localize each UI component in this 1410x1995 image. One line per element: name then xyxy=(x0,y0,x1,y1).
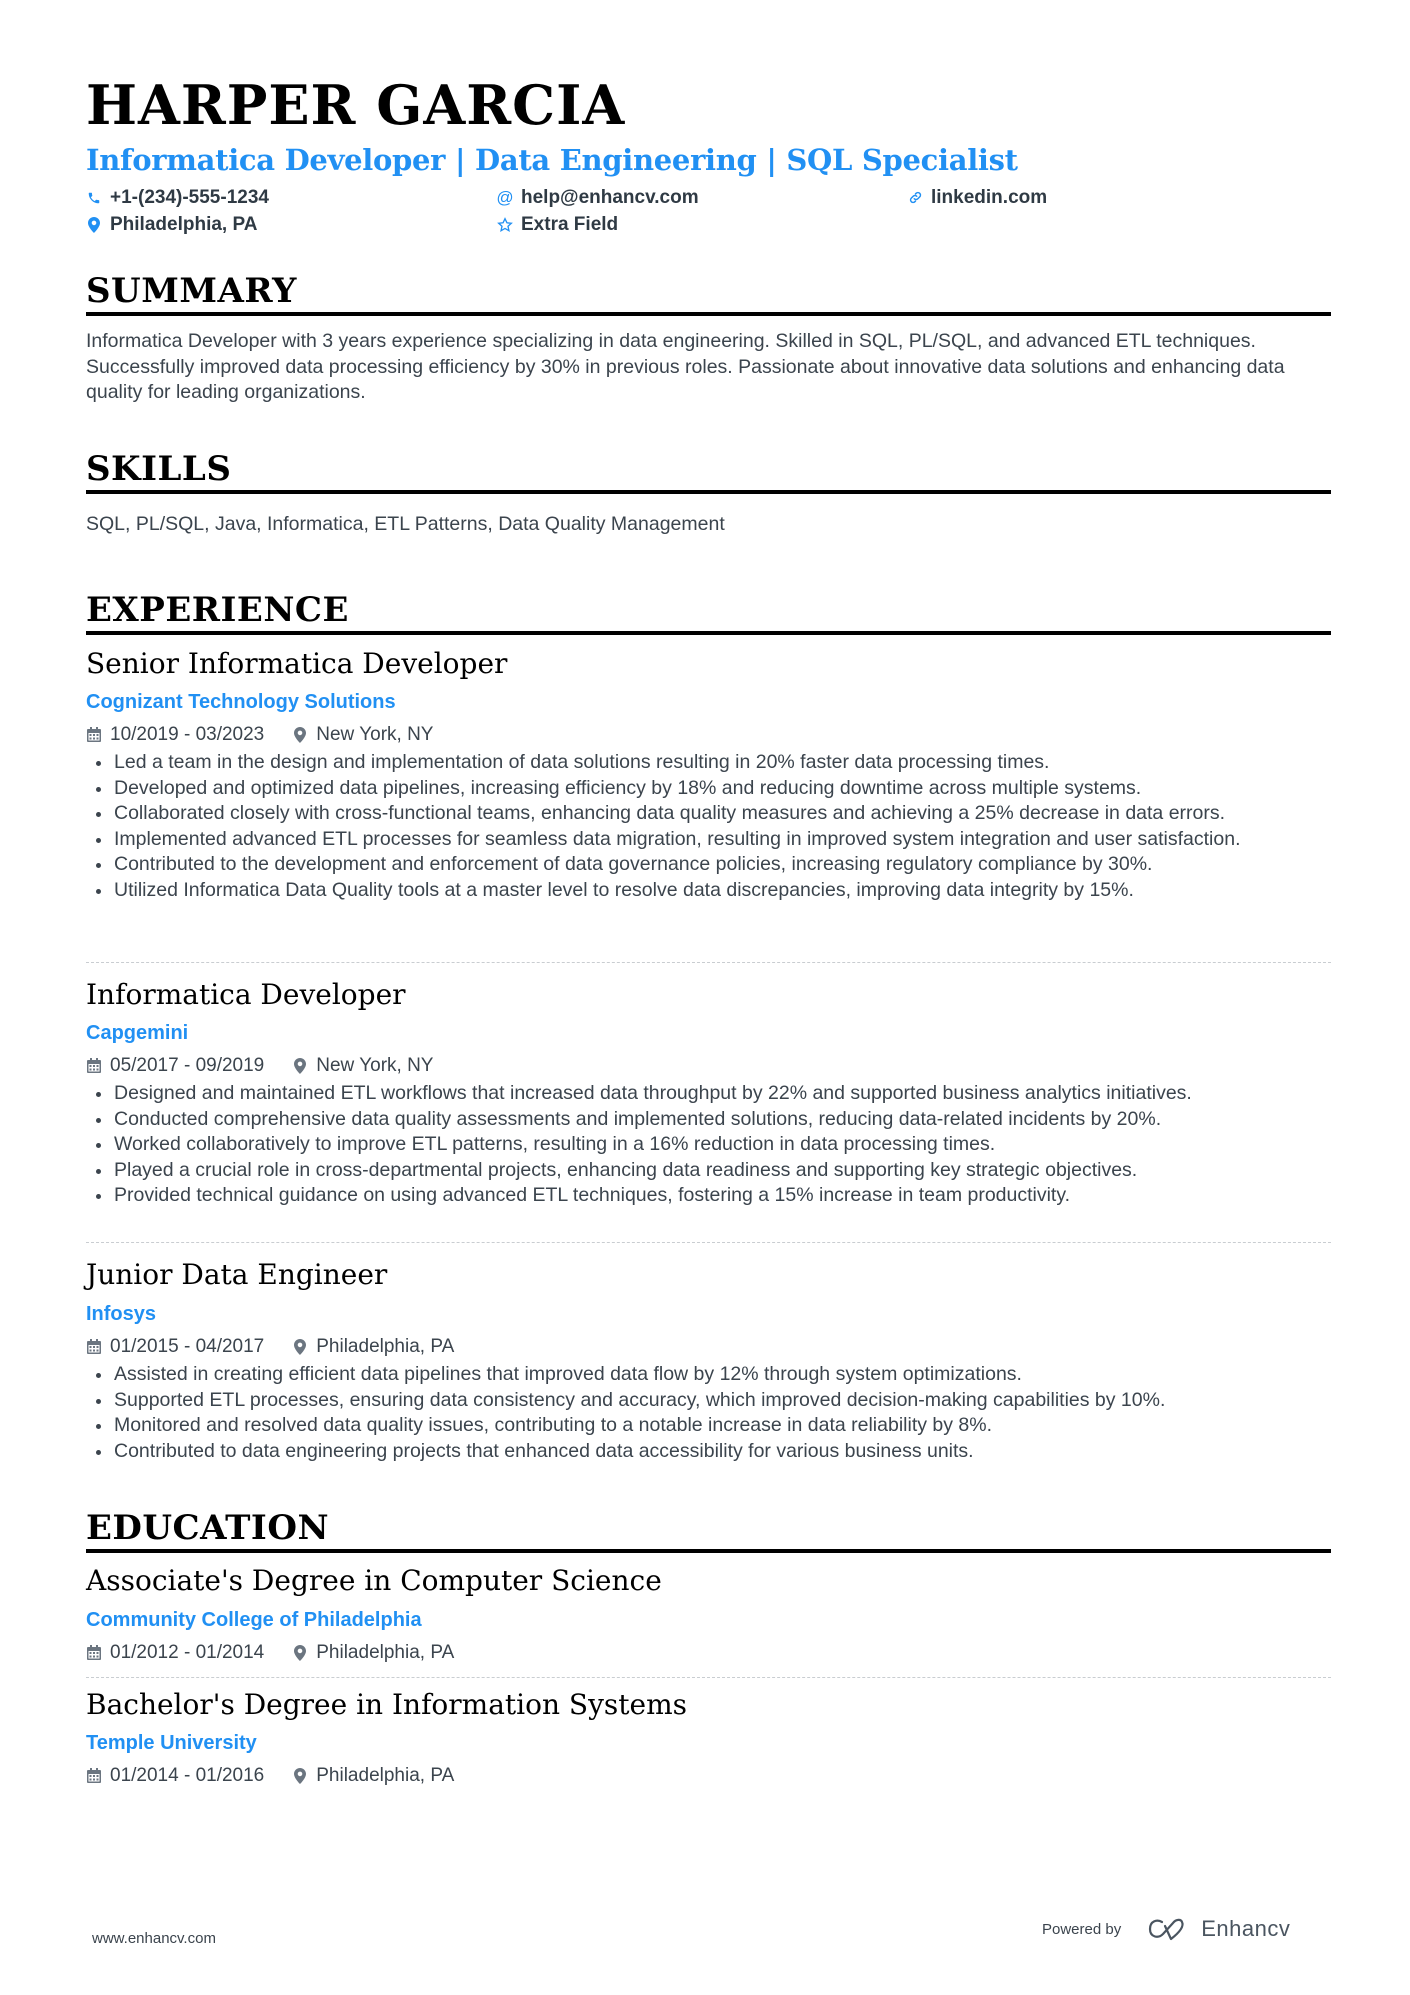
job-location: Philadelphia, PA xyxy=(316,1336,455,1357)
contact-phone xyxy=(86,188,269,207)
education-dates: 01/2014 - 01/2016 xyxy=(110,1765,265,1786)
education-meta xyxy=(86,1643,454,1662)
contact-location xyxy=(86,215,257,234)
bullet-item: Conducted comprehensive data quality assessments and implemented solutions, reducing data-related incidents by 20%. xyxy=(86,1107,1331,1133)
summary-text: Informatica Developer with 3 years experience specializing in data engineering. Skilled in SQL, PL/SQL, and advanced ETL techniques. Successfully improved data processing efficiency by 30% in previous roles. Passionate about innovative data solutions and enhancing data quality for leading organizations. xyxy=(86,330,1285,403)
bullet-item: Implemented advanced ETL processes for seamless data migration, resulting in improved system integration and user satisfaction. xyxy=(86,827,1331,853)
education-degree: Associate's Degree in Computer Science xyxy=(86,1564,662,1597)
link-value[interactable]: linkedin.com xyxy=(931,187,1048,208)
bullet-item: Collaborated closely with cross-functional teams, enhancing data quality measures and achieving a 25% decrease in data errors. xyxy=(86,801,1331,827)
job-role: Junior Data Engineer xyxy=(86,1258,388,1291)
location-pin-icon xyxy=(86,217,102,233)
bullet-item: Led a team in the design and implementation of data solutions resulting in 20% faster data processing times. xyxy=(86,750,1331,776)
job-meta xyxy=(86,1337,454,1356)
calendar-icon xyxy=(86,727,102,743)
email-value: help@enhancv.com xyxy=(521,187,699,208)
job-bullets xyxy=(86,1362,1331,1464)
bullet-item: Worked collaboratively to improve ETL patterns, resulting in a 16% reduction in data processing times. xyxy=(86,1132,1331,1158)
bullet-item: Played a crucial role in cross-departmental projects, enhancing data readiness and supporting key strategic objectives. xyxy=(86,1158,1331,1184)
section-divider xyxy=(86,312,1331,316)
location-pin-icon xyxy=(292,1339,308,1355)
job-bullets xyxy=(86,1081,1331,1209)
location-pin-icon xyxy=(292,1645,308,1661)
job-location: New York, NY xyxy=(316,724,434,745)
powered-by-label: Powered by xyxy=(1042,1920,1122,1938)
entry-divider xyxy=(86,1242,1331,1243)
phone-icon xyxy=(86,190,102,206)
candidate-name: HARPER GARCIA xyxy=(86,73,626,137)
education-location: Philadelphia, PA xyxy=(316,1765,455,1786)
job-dates: 05/2017 - 09/2019 xyxy=(110,1055,265,1076)
contact-email xyxy=(497,188,699,207)
contact-extra xyxy=(497,215,618,234)
location-value: Philadelphia, PA xyxy=(110,214,258,235)
star-icon xyxy=(497,217,513,233)
bullet-item: Supported ETL processes, ensuring data consistency and accuracy, which improved decision-making capabilities by 10%. xyxy=(86,1388,1331,1414)
skills-text: SQL, PL/SQL, Java, Informatica, ETL Patterns, Data Quality Management xyxy=(86,513,725,535)
bullet-item: Contributed to data engineering projects that enhanced data accessibility for various business units. xyxy=(86,1439,1331,1465)
contact-link xyxy=(907,188,1047,207)
calendar-icon xyxy=(86,1645,102,1661)
footer-powered-by xyxy=(1042,1916,1290,1942)
education-dates: 01/2012 - 01/2014 xyxy=(110,1642,265,1663)
location-pin-icon xyxy=(292,1768,308,1784)
job-company[interactable]: Infosys xyxy=(86,1303,157,1325)
job-dates: 01/2015 - 04/2017 xyxy=(110,1336,265,1357)
bullet-item: Designed and maintained ETL workflows that increased data throughput by 22% and supported business analytics initiatives. xyxy=(86,1081,1331,1107)
location-pin-icon xyxy=(292,727,308,743)
location-pin-icon xyxy=(292,1058,308,1074)
calendar-icon xyxy=(86,1768,102,1784)
job-role: Senior Informatica Developer xyxy=(86,647,508,680)
job-company[interactable]: Cognizant Technology Solutions xyxy=(86,691,396,713)
at-icon: @ xyxy=(496,188,514,207)
section-title-summary: SUMMARY xyxy=(86,271,297,311)
section-title-experience: EXPERIENCE xyxy=(86,590,349,630)
section-title-education: EDUCATION xyxy=(86,1508,330,1548)
job-role: Informatica Developer xyxy=(86,978,406,1011)
footer-website[interactable]: www.enhancv.com xyxy=(92,1930,216,1947)
entry-divider xyxy=(86,962,1331,963)
candidate-title: Informatica Developer | Data Engineering | SQL Specialist xyxy=(86,143,1018,177)
job-meta xyxy=(86,725,433,744)
entry-divider xyxy=(86,1677,1331,1678)
job-meta xyxy=(86,1056,433,1075)
job-bullets xyxy=(86,750,1331,903)
section-divider xyxy=(86,1549,1331,1553)
section-title-skills: SKILLS xyxy=(86,449,232,489)
calendar-icon xyxy=(86,1339,102,1355)
education-degree: Bachelor's Degree in Information Systems xyxy=(86,1688,688,1721)
bullet-item: Monitored and resolved data quality issues, contributing to a notable increase in data reliability by 8%. xyxy=(86,1413,1331,1439)
education-school[interactable]: Temple University xyxy=(86,1732,257,1754)
job-dates: 10/2019 - 03/2023 xyxy=(110,724,265,745)
education-meta xyxy=(86,1766,454,1785)
job-location: New York, NY xyxy=(316,1055,434,1076)
bullet-item: Developed and optimized data pipelines, increasing efficiency by 18% and reducing downtime across multiple systems. xyxy=(86,776,1331,802)
education-school[interactable]: Community College of Philadelphia xyxy=(86,1609,422,1631)
enhancv-logo-icon xyxy=(1147,1916,1193,1942)
link-icon xyxy=(907,190,923,206)
phone-value: +1-(234)-555-1234 xyxy=(110,187,269,208)
bullet-item: Contributed to the development and enforcement of data governance policies, increasing regulatory compliance by 30%. xyxy=(86,852,1331,878)
section-divider xyxy=(86,631,1331,635)
bullet-item: Provided technical guidance on using advanced ETL techniques, fostering a 15% increase in team productivity. xyxy=(86,1183,1331,1209)
extra-value: Extra Field xyxy=(521,214,619,235)
calendar-icon xyxy=(86,1058,102,1074)
education-location: Philadelphia, PA xyxy=(316,1642,455,1663)
bullet-item: Assisted in creating efficient data pipelines that improved data flow by 12% through system optimizations. xyxy=(86,1362,1331,1388)
section-divider xyxy=(86,490,1331,494)
brand-name[interactable]: Enhancv xyxy=(1201,1916,1291,1941)
job-company[interactable]: Capgemini xyxy=(86,1022,189,1044)
bullet-item: Utilized Informatica Data Quality tools at a master level to resolve data discrepancies, improving data integrity by 15%. xyxy=(86,878,1331,904)
